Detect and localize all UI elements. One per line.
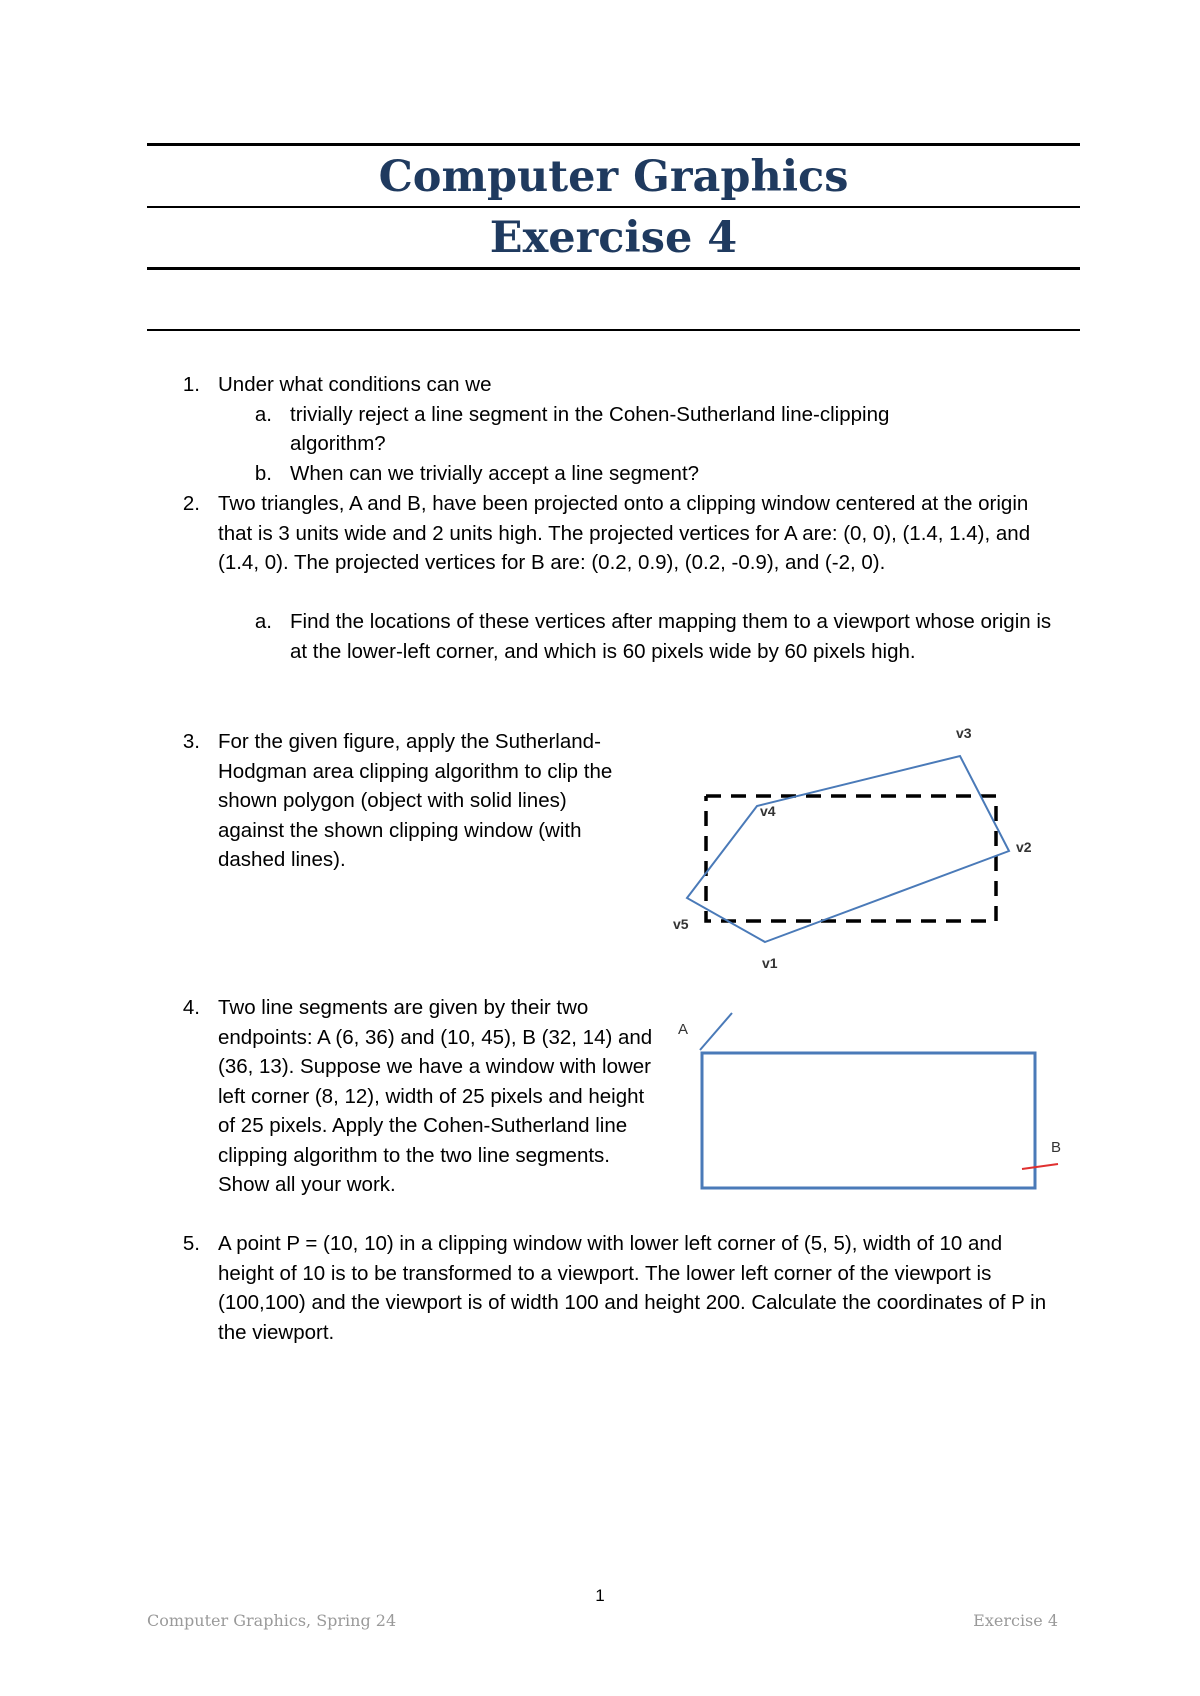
- clipping-window: [702, 1053, 1035, 1188]
- label-v2: v2: [1016, 839, 1032, 855]
- line-clipping-figure: [660, 1000, 1070, 1200]
- question-number: 5.: [182, 1232, 200, 1255]
- page-title: Computer Graphics: [378, 152, 849, 202]
- header-rule-middle: [147, 206, 1080, 208]
- subitem-label: a.: [254, 402, 272, 426]
- footer-left: Computer Graphics, Spring 24: [147, 1611, 397, 1630]
- header-rule-spacer: [147, 329, 1080, 331]
- question-text: For the given figure, apply the Sutherland-Hodgman area clipping algorithm to clip the shown polygon (object with solid lines) against the shown clipping window (with dashed lines).: [218, 730, 613, 871]
- question-text: Two triangles, A and B, have been projected onto a clipping window centered at the origin that is 3 units wide and 2 units high. The projected vertices for A are: (0, 0), (1.4, 1.4), and (1.4, 0). The projected vertices for B are: (0.2, 0.9), (0.2, -0.9), and (-2, 0).: [218, 492, 1031, 574]
- subitem-text: Find the locations of these vertices after mapping them to a viewport whose origin is at the lower-left corner, and which is 60 pixels wide by 60 pixels high.: [290, 610, 1052, 663]
- label-v1: v1: [762, 955, 778, 971]
- question-4: [0, 993, 660, 1203]
- question-number: 2.: [182, 492, 200, 515]
- subitem-label: b.: [254, 462, 272, 485]
- label-v3: v3: [956, 725, 972, 741]
- question-text: A point P = (10, 10) in a clipping window with lower left corner of (5, 5), width of 10 and height of 10 is to be transformed to a viewport. The lower left corner of the viewport is (100,100) and the viewport is of width 100 and height 200. Calculate the coordinates of P in the viewport.: [218, 1232, 1047, 1344]
- question-5: [0, 1229, 1200, 1359]
- label-v4: v4: [760, 803, 776, 819]
- polygon-clipping-figure: [660, 720, 1070, 980]
- header-rule-top: [147, 143, 1080, 146]
- page-subtitle: Exercise 4: [489, 213, 738, 263]
- line-segment-a: [700, 1013, 732, 1050]
- question-number: 1.: [182, 373, 200, 396]
- question-number: 3.: [182, 730, 200, 753]
- page-number: 1: [595, 1586, 605, 1605]
- question-3: [0, 727, 660, 877]
- subitem-text: trivially reject a line segment in the Cohen-Sutherland line-clipping algorithm?: [290, 402, 890, 455]
- header-rule-bottom: [147, 267, 1080, 270]
- line-segment-b: [1022, 1164, 1058, 1169]
- question-number: 4.: [182, 996, 200, 1019]
- question-text: Two line segments are given by their two endpoints: A (6, 36) and (10, 45), B (32, 14) and (36, 13). Suppose we have a window with lower left corner (8, 12), width of 25 pixels and height of 25 pixels. Apply the Cohen-Sutherland line clipping algorithm to the two line segments. Show all your work.: [218, 996, 653, 1196]
- subitem-label: a.: [254, 610, 272, 633]
- subitem-text: When can we trivially accept a line segment?: [290, 462, 700, 485]
- question-text: Under what conditions can we: [218, 373, 492, 396]
- polygon-outline: [687, 756, 1009, 942]
- label-v5: v5: [673, 916, 689, 932]
- question-1: [0, 370, 1200, 490]
- footer-right: Exercise 4: [973, 1611, 1058, 1630]
- label-b: B: [1051, 1139, 1062, 1156]
- label-a: A: [678, 1021, 689, 1038]
- question-2: [0, 489, 1200, 669]
